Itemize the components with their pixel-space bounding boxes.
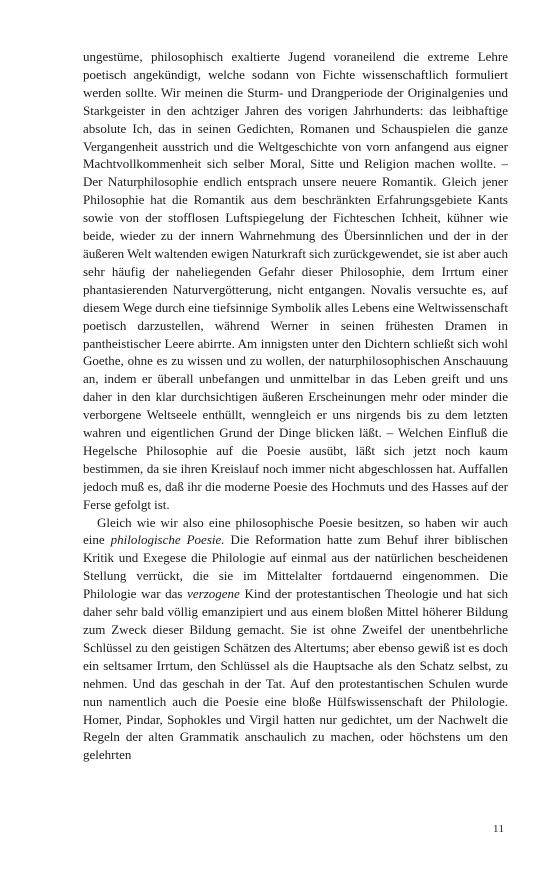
paragraph-2-italic-2: verzogene — [187, 586, 240, 602]
page-text-block — [83, 48, 508, 848]
paragraph-1: ungestüme, philosophisch exaltierte Jugend voraneilend die extreme Lehre poetisch angekündigt, welche sodann von Fichte wissenschaftlich formuliert werden sollte. Wir meinen die Sturm- und Drangperiode der Originalgenies und Starkgeister in den achtziger Jahren des vorigen Jahrhunderts: das leibhaftige absolute Ich, das in seinen Gedichten, Romanen und Schauspielen die ganze Vergangenheit ausstrich und die Weltgeschichte von vorn anfangend aus eigner Machtvollkommenheit sich selber Moral, Sitte und Religion machen wollte. – Der Naturphilosophie endlich entsprach unsere neuere Romantik. Gleich jener Philosophie hat die Romantik aus dem beschränkten Erfahrungsgebiete Kants sowie von der stofflosen Luftspiegelung der Fichteschen Ichheit, kühner wie beide, wieder zu der innern Wahrnehmung des Übersinnlichen und der in der äußeren Welt waltenden ewigen Naturkraft sich zurückgewendet, sie ist aber auch sehr häufig der naheliegenden Gefahr dieser Philosophie, dem Irrtum einer phantasierenden Naturvergötterung, nicht entgangen. Novalis versuchte es, auf diesem Wege durch eine tiefsinnige Symbolik alles Lebens eine Weltwissenschaft poetisch darzustellen, während Werner in seinen frühesten Dramen in pantheistischer Leere abirrte. Am innigsten unter den Dichtern schließt sich wohl Goethe, ohne es zu wissen und zu wollen, der naturphilosophischen Anschauung an, indem er überall unbefangen und unmittelbar in das Leben greift und uns daher in den klar durchsichtigen äußeren Erscheinungen mehr oder minder die verborgene Weltseele enthüllt, wenngleich er uns nirgends bis zu dem letzten wahren und eigentlichen Grund der Dinge blicken läßt. – Welchen Einfluß die Hegelsche Philosophie auf die Poesie ausübt, läßt sich jetzt noch kaum bestimmen, da sie ihren Kreislauf noch immer nicht abgeschlossen hat. Auffallen jedoch muß es, daß ihr die moderne Poesie des Hochmuts und des Hasses auf der Ferse gefolgt ist. — [83, 49, 508, 512]
paragraph-2-text-3: Kind der protestantischen Theologie und hat sich daher sehr bald völlig emanzipiert und aus einem bloßen Mittel höherer Bildung zum Zweck dieser Bildung gemacht. Sie ist ohne Zweifel der unentbehrliche Schlüssel zu den geistigen Schätzen des Altertums; aber ebenso gewiß ist es doch ein seltsamer Irrtum, den Schlüssel als die Hauptsache als den Schatz selbst, zu nehmen. Und das geschah in der Tat. Auf den protestantischen Schulen wurde nun namentlich auch die Poesie eine bloße Hülfswissenschaft der Philologie. Homer, Pindar, Sophokles und Virgil hatten nur gedichtet, um der Nachwelt die Regeln der alten Grammatik anschaulich zu machen, oder höchstens um den gelehrten — [83, 586, 508, 763]
paragraph-2 — [83, 514, 508, 765]
paragraph-2-italic-1: philologische Poesie. — [110, 532, 225, 548]
paragraph-2-text-2: Die Reformation hatte zum Behuf ihrer biblischen Kritik und Exegese die Philologie auf einmal aus der natürlichen bescheidenen Stellung verrückt, die sie im Mittelalter fortdauernd eingenommen. Die Philologie war das — [83, 532, 508, 602]
paragraph-2-text-1: Gleich wie wir also eine philosophische Poesie besitzen, so haben wir auch eine — [83, 514, 508, 548]
page-number: 11 — [493, 823, 505, 835]
